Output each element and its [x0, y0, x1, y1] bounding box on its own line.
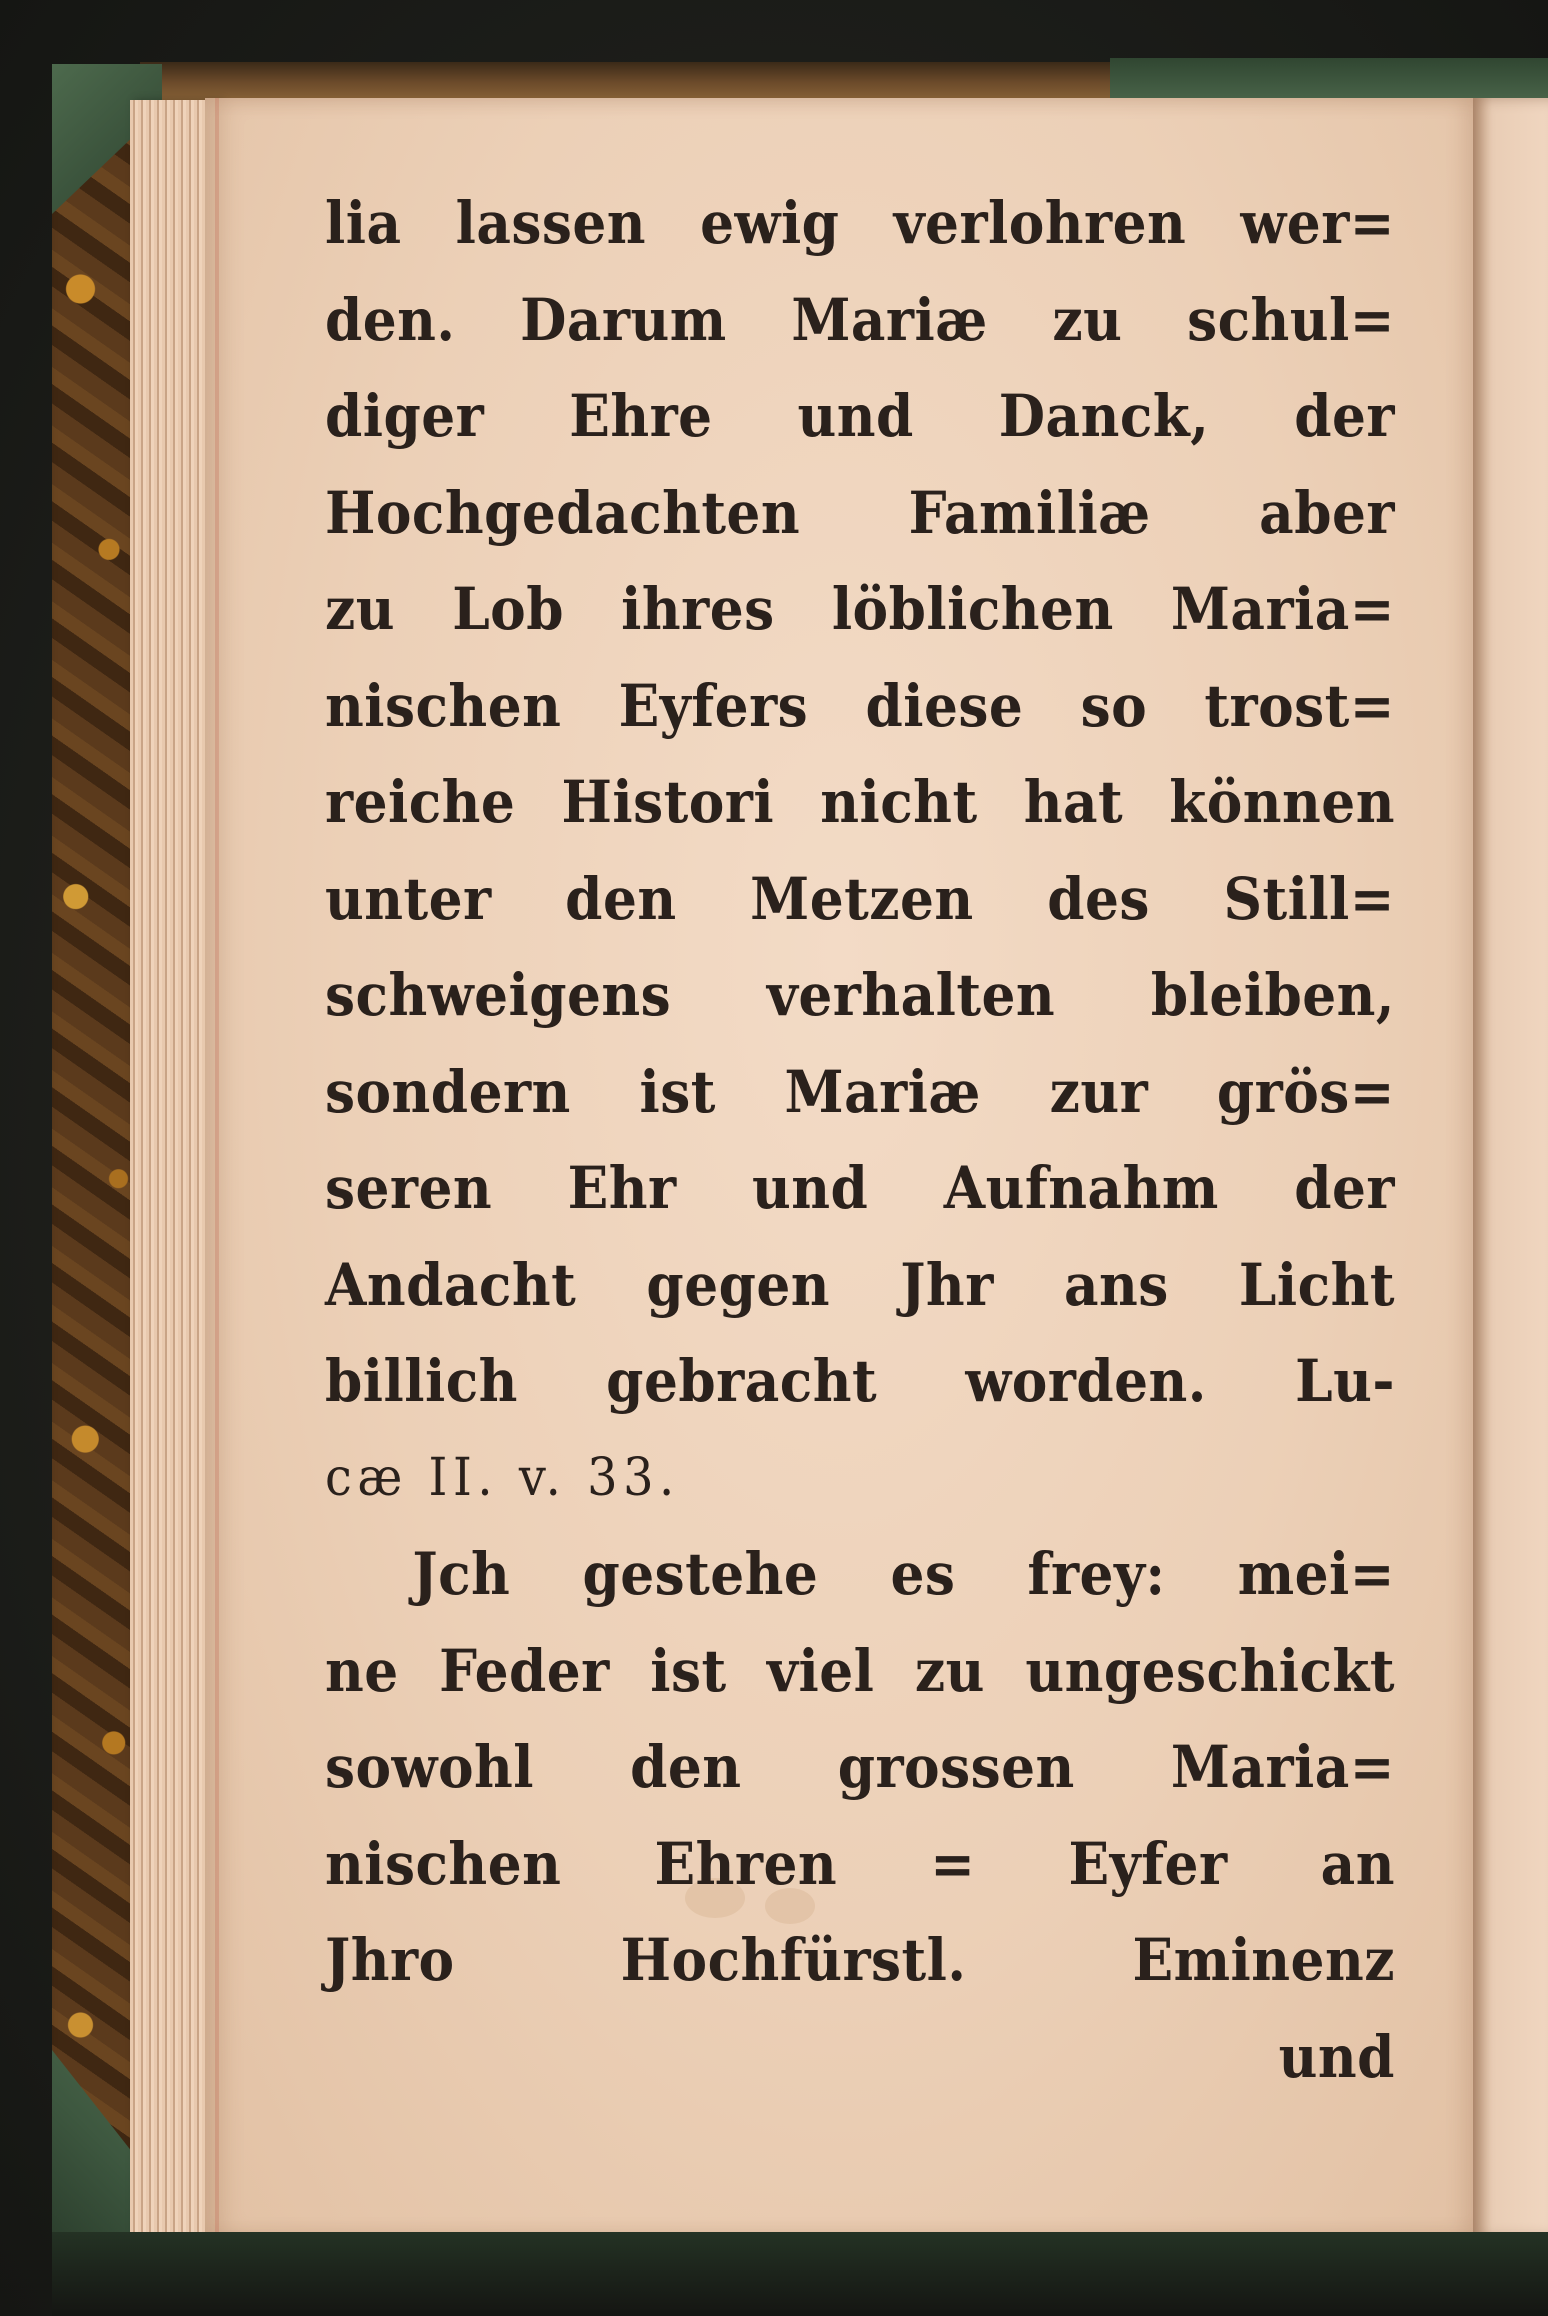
page-text — [325, 175, 1395, 2105]
text-line: sondern ist Mariæ zur grös= — [325, 1057, 1395, 1126]
facing-page-edge — [1468, 98, 1548, 2238]
bible-reference: cæ II. v. 33. — [325, 1447, 680, 1508]
cloth-spine-top — [1110, 58, 1548, 102]
text-line: diger Ehre und Danck, der — [325, 382, 1395, 450]
text-line: reiche Histori nicht hat können — [325, 768, 1395, 836]
text-line: lia lassen ewig verlohren wer= — [325, 189, 1395, 257]
text-line: unter den Metzen des Still= — [325, 864, 1395, 933]
paragraph-start-line: Jch gestehe es frey: mei= — [412, 1540, 1395, 1608]
text-line: Andacht gegen Jhr ans Licht — [325, 1250, 1395, 1319]
catchword: und — [1278, 2022, 1395, 2091]
text-line: nischen Eyfers diese so trost= — [325, 671, 1395, 740]
text-line: den. Darum Mariæ zu schul= — [325, 285, 1395, 354]
text-line: Jhro Hochfürstl. Eminenz — [325, 1926, 1395, 1994]
text-line: seren Ehr und Aufnahm der — [325, 1154, 1395, 1222]
text-line: schweigens verhalten bleiben, — [325, 961, 1395, 1029]
text-line: billich gebracht worden. Lu- — [325, 1347, 1395, 1415]
text-line: nischen Ehren = Eyfer an — [325, 1829, 1395, 1898]
text-line: Hochgedachten Familiæ aber — [325, 478, 1395, 547]
text-line: ne Feder ist viel zu ungeschickt — [325, 1636, 1395, 1705]
text-line: sowohl den grossen Maria= — [325, 1733, 1395, 1801]
text-line: zu Lob ihres löblichen Maria= — [325, 575, 1395, 643]
book-bottom-shadow — [52, 2232, 1548, 2316]
